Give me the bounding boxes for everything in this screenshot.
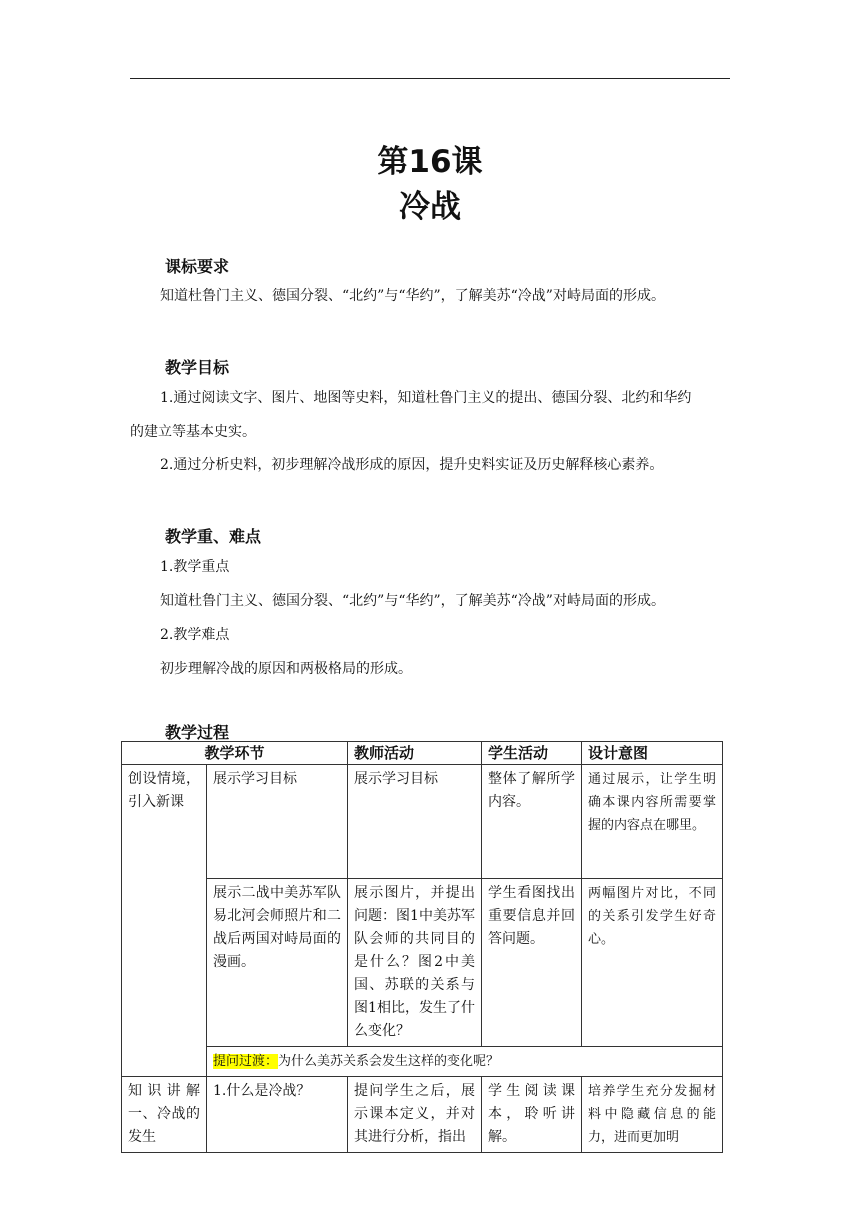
curriculum-heading: 课标要求 [165, 257, 230, 276]
transition-text: 为什么美苏关系会发生这样的变化呢？ [278, 1054, 500, 1069]
focus-heading: 教学重、难点 [165, 527, 262, 546]
objectives-heading: 教学目标 [165, 358, 230, 377]
teacher-cell: 提问学生之后，展示课本定义，并对其进行分析，指出 [348, 1077, 482, 1153]
lesson-number-title: 第16课 [377, 144, 483, 180]
student-cell: 学生阅读课本，聆听讲解。 [482, 1077, 582, 1153]
header-stage: 教学环节 [122, 742, 348, 765]
process-heading: 教学过程 [165, 723, 230, 742]
stage-intro: 创设情境，引入新课 [122, 765, 207, 1077]
table-row [122, 879, 723, 1047]
teaching-process-table [121, 741, 723, 1153]
teacher-cell: 展示图片，并提出问题：图1中美苏军队会师的共同目的是什么？图2中美国、苏联的关系与图1相比，发生了什么变化？ [348, 879, 482, 1047]
transition-row [122, 1047, 723, 1077]
intent-cell: 两幅图片对比，不同的关系引发学生好奇心。 [582, 879, 723, 1047]
student-cell: 整体了解所学内容。 [482, 765, 582, 879]
curriculum-text: 知道杜鲁门主义、德国分裂、“北约”与“华约”，了解美苏“冷战”对峙局面的形成。 [160, 288, 665, 304]
stage-knowledge-1: 知识讲解一、冷战的发生 [122, 1077, 207, 1153]
intent-cell: 通过展示，让学生明确本课内容所需要掌握的内容点在哪里。 [582, 765, 723, 879]
header-student: 学生活动 [482, 742, 582, 765]
intent-cell: 培养学生充分发掘材料中隐藏信息的能力，进而更加明 [582, 1077, 723, 1153]
header-rule [130, 78, 730, 79]
key-point-label: 1.教学重点 [160, 559, 230, 575]
header-teacher: 教师活动 [348, 742, 482, 765]
teacher-cell: 展示学习目标 [348, 765, 482, 879]
transition-label: 提问过渡： [213, 1054, 279, 1069]
header-intent: 设计意图 [582, 742, 723, 765]
link-cell: 展示二战中美苏军队易北河会师照片和二战后两国对峙局面的漫画。 [207, 879, 348, 1047]
lesson-name-title: 冷战 [399, 189, 461, 225]
objective-2: 2.通过分析史料，初步理解冷战形成的原因，提升史料实证及历史解释核心素养。 [160, 457, 664, 473]
objective-1-line-2: 的建立等基本史实。 [130, 424, 256, 440]
link-cell: 1.什么是冷战？ [207, 1077, 348, 1153]
difficult-point-text: 初步理解冷战的原因和两极格局的形成。 [160, 661, 412, 677]
objective-1-line-1: 1.通过阅读文字、图片、地图等史料，知道杜鲁门主义的提出、德国分裂、北约和华约 [160, 390, 692, 406]
student-cell: 学生看图找出重要信息并回答问题。 [482, 879, 582, 1047]
difficult-point-label: 2.教学难点 [160, 627, 230, 643]
table-header-row [122, 742, 723, 765]
key-point-text: 知道杜鲁门主义、德国分裂、“北约”与“华约”，了解美苏“冷战”对峙局面的形成。 [160, 593, 665, 609]
table-row [122, 1077, 723, 1153]
transition-cell [207, 1047, 723, 1077]
table-row [122, 765, 723, 879]
link-cell: 展示学习目标 [207, 765, 348, 879]
